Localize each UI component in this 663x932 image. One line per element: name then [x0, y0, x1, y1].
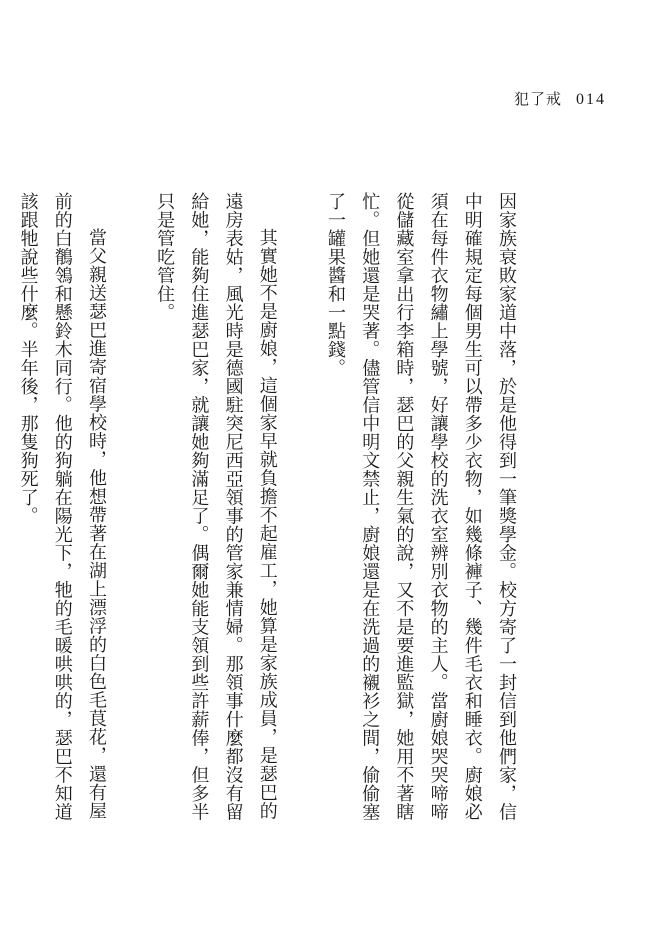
running-header — [514, 88, 606, 109]
vertical-text-body — [10, 192, 523, 832]
paragraph-1: 因家族衰敗家道中落，於是他得到一筆獎學金。校方寄了一封信到他們家，信中明確規定每個男生可以帶多少衣物，如幾條褲子、幾件毛衣和睡衣。廚娘必須在每件衣物繡上學號，好讓學校的洗衣室辨別衣物的主人。當廚娘哭哭啼啼從儲藏室拿出行李箱時，瑟巴的父親生氣的說，又不是要進監獄，她用不著瞎忙。但她還是哭著。儘管信中明文禁止，廚娘還是在洗過的襯衫之間，偷偷塞了一罐果醬和一點錢。 — [324, 192, 517, 821]
chapter-title: 犯了戒 — [513, 90, 562, 108]
paragraph-gap — [284, 192, 318, 832]
paragraph-gap — [113, 192, 147, 832]
paragraph-3: 當父親送瑟巴進寄宿學校時，他想帶著在湖上漂浮的白色毛茛花，還有屋前的白鶺鴒和懸鈴木同行。他的狗躺在陽光下，牠的毛暖哄哄的，瑟巴不知道該跟牠說些什麼。半年後，那隻狗死了。 — [17, 192, 107, 821]
paragraph-2: 其實她不是廚娘，這個家早就負擔不起雇工，她算是家族成員，是瑟巴的遠房表姑，風光時是德國駐突尼西亞領事的管家兼情婦。那領事什麼都沒有留給她，能夠住進瑟巴家，就讓她夠滿足了。偶爾她能支領到些許薪俸，但多半只是管吃管住。 — [154, 192, 278, 821]
page-number: 014 — [576, 91, 606, 108]
